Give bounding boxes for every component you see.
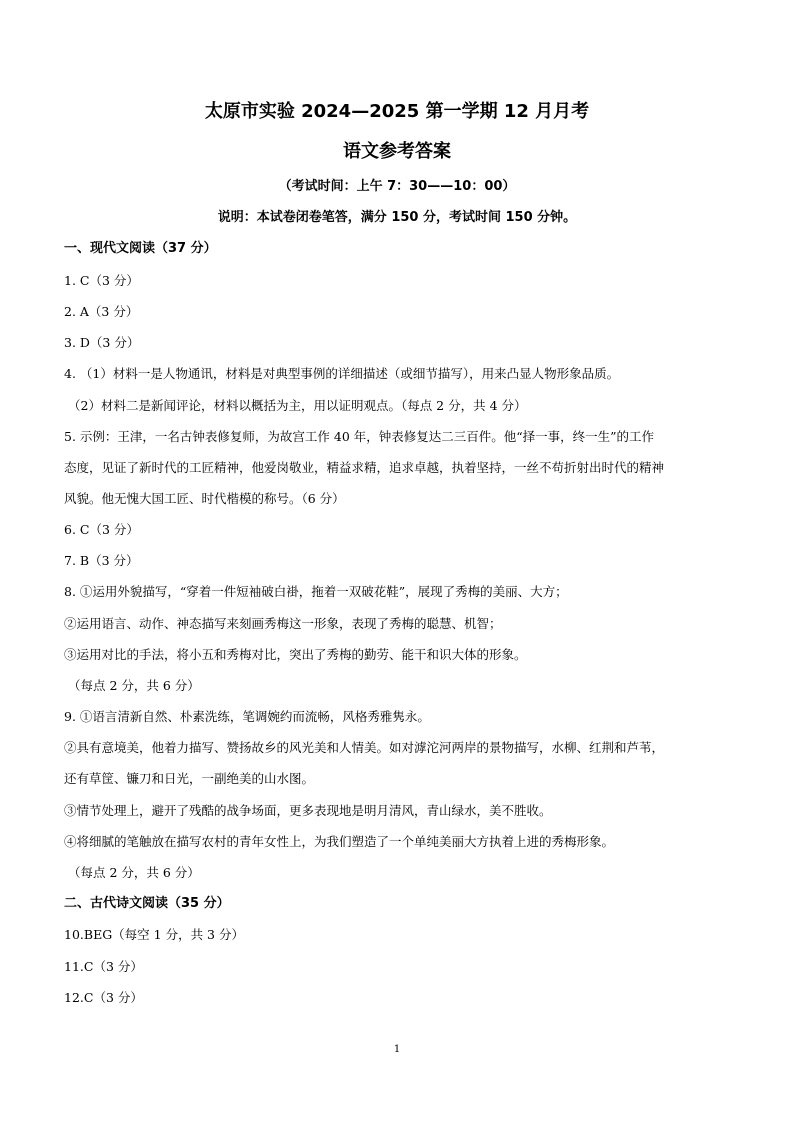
document-title: 太原市实验 2024—2025 第一学期 12 月月考 bbox=[204, 101, 590, 122]
answer-line: 8. ①运用外貌描写，“穿着一件短袖破白褂，拖着一双破花鞋”，展现了秀梅的美丽、大方； bbox=[64, 584, 568, 599]
answer-line: ②具有意境美，他着力描写、赞扬故乡的风光美和人情美。如对滹沱河两岸的景物描写，水柳、红荆和芦苇， bbox=[64, 740, 665, 755]
answer-line: 3. D（3 分） bbox=[64, 335, 140, 350]
answer-line: 1. C（3 分） bbox=[64, 273, 139, 288]
answer-line: 6. C（3 分） bbox=[64, 522, 139, 537]
answer-line: 2. A（3 分） bbox=[64, 304, 139, 319]
answer-line: ②运用语言、动作、神态描写来刻画秀梅这一形象，表现了秀梅的聪慧、机智； bbox=[64, 616, 502, 631]
answer-line: 5. 示例：王津，一名古钟表修复师，为故宫工作 40 年，钟表修复达二三百件。他“择一事，终一生”的工作 bbox=[64, 429, 655, 444]
answer-line: 4. （1）材料一是人物通讯，材料是对典型事例的详细描述（或细节描写），用来凸显人物形象品质。 bbox=[64, 366, 620, 381]
answer-line: （每点 2 分，共 6 分） bbox=[68, 678, 200, 693]
answer-line: ④将细腻的笔触放在描写农村的青年女性上，为我们塑造了一个单纯美丽大方执着上进的秀梅形象。 bbox=[64, 834, 615, 849]
exam-time: （考试时间：上午 7：30——10：00） bbox=[278, 179, 516, 194]
page-number: 1 bbox=[393, 1044, 401, 1055]
answer-line: 风貌。他无愧大国工匠、时代楷模的称号。（6 分） bbox=[64, 491, 345, 506]
exam-note: 说明：本试卷闭卷笔答，满分 150 分，考试时间 150 分钟。 bbox=[217, 210, 577, 225]
answer-line: （2）材料二是新闻评论，材料以概括为主，用以证明观点。（每点 2 分，共 4 分） bbox=[68, 398, 527, 413]
answer-line: 还有草筐、镰刀和日光，一副绝美的山水图。 bbox=[64, 771, 315, 786]
section-heading-modern-reading: 一、现代文阅读（37 分） bbox=[64, 241, 217, 256]
answer-line: 11.C（3 分） bbox=[64, 959, 143, 974]
answer-line: 9. ①语言清新自然、朴素洗练，笔调婉约而流畅，风格秀雅隽永。 bbox=[64, 709, 430, 724]
answer-line: （每点 2 分，共 6 分） bbox=[68, 865, 200, 880]
answer-line: ③情节处理上，避开了残酷的战争场面，更多表现地是明月清风，青山绿水，美不胜收。 bbox=[64, 803, 552, 818]
answer-line: 态度，见证了新时代的工匠精神，他爱岗敬业，精益求精，追求卓越，执着坚持，一丝不苟折射出时代的精神 bbox=[64, 460, 665, 475]
answer-line: 7. B（3 分） bbox=[64, 553, 139, 568]
document-subtitle: 语文参考答案 bbox=[343, 141, 451, 162]
answer-line: ③运用对比的手法，将小五和秀梅对比，突出了秀梅的勤劳、能干和识大体的形象。 bbox=[64, 647, 527, 662]
section-heading-classical-reading: 二、古代诗文阅读（35 分） bbox=[64, 896, 230, 911]
answer-line: 10.BEG（每空 1 分，共 3 分） bbox=[64, 927, 244, 942]
answer-line: 12.C（3 分） bbox=[64, 990, 143, 1005]
